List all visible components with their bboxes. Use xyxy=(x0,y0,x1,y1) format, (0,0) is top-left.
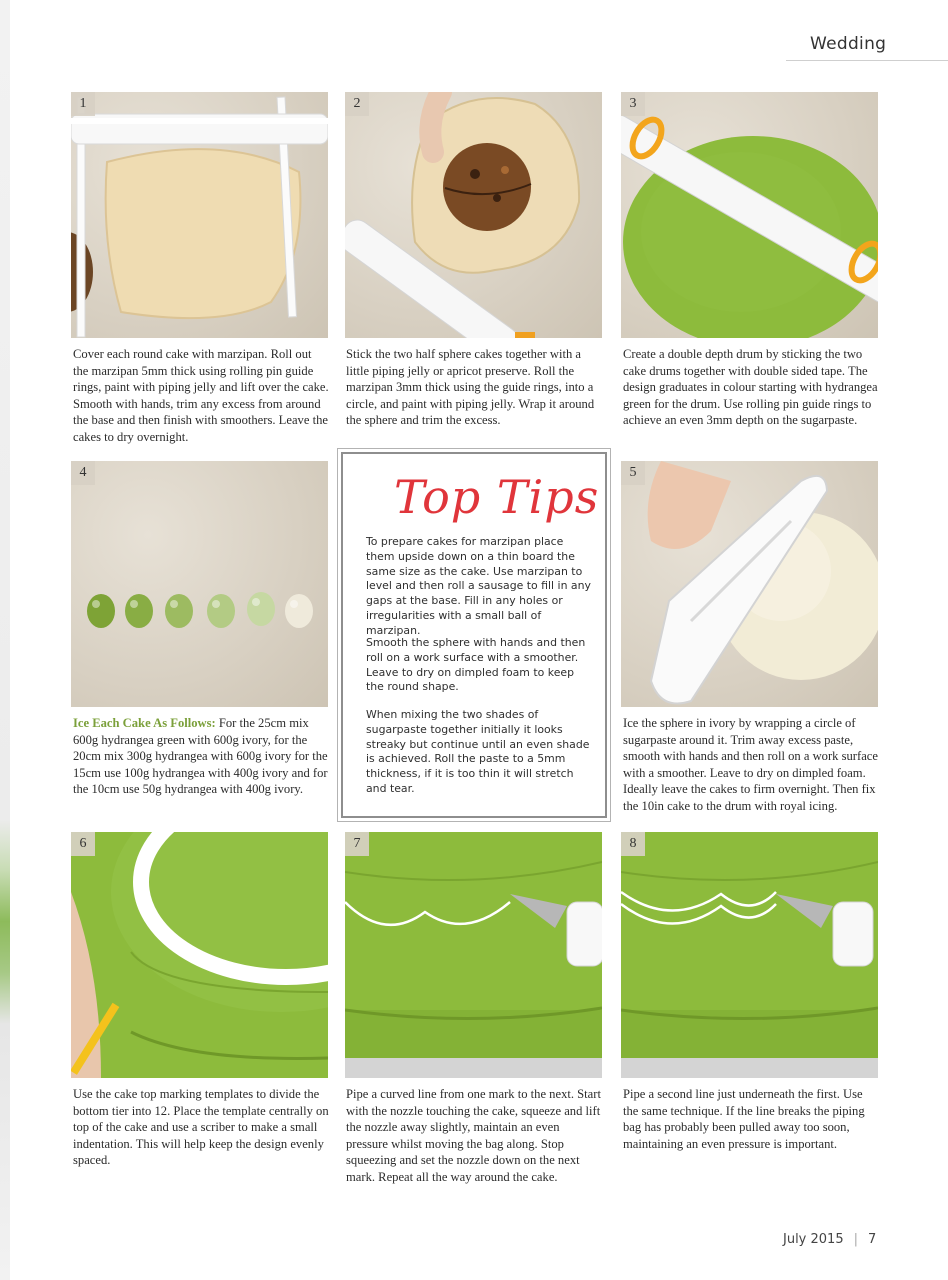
step-7-photo xyxy=(345,832,602,1078)
step-4-caption-body: For the 25cm mix 600g hydrangea green with 600g ivory, for the 20cm mix 300g hydrangea with 600g ivory for the 15cm use 100g hydrangea with 400g ivory and for the 10cm use 50g hydrangea with 400g ivory. xyxy=(73,716,328,797)
piping-curve-illustration xyxy=(345,832,602,1078)
step-1-caption: Cover each round cake with marzipan. Roll out the marzipan 5mm thick using rolling pin guide rings, paint with piping jelly and lift over the cake. Smooth with hands, trim any excess from around the base and then finish with smoothers. Leave the cakes to dry overnight. xyxy=(73,347,329,444)
page-edge-strip xyxy=(0,0,10,1280)
step-6-number: 6 xyxy=(71,832,95,856)
step-3-photo xyxy=(621,92,878,338)
step-4-photo xyxy=(71,461,328,707)
page-number: 7 xyxy=(868,1232,877,1247)
footer-date: July 2015 xyxy=(783,1232,844,1247)
step-5-number: 5 xyxy=(621,461,645,485)
step-8-number: 8 xyxy=(621,832,645,856)
step-1-number: 1 xyxy=(71,92,95,116)
step-2-caption: Stick the two half sphere cakes together with a little piping jelly or apricot preserve. Roll the marzipan 3mm thick using the guide rings, into a circle, and paint with piping jelly. Wrap it around the sphere and trim the excess. xyxy=(346,347,595,428)
cake-template-illustration xyxy=(71,832,328,1078)
step-7-caption: Pipe a curved line from one mark to the next. Start with the nozzle touching the cake, squeeze and lift the nozzle away slightly, maintain an even pressure whilst moving the bag along. Stop squeezing and set the nozzle down on the next mark. Repeat all the way around the cake. xyxy=(346,1087,601,1184)
step-4-number: 4 xyxy=(71,461,95,485)
step-3-number: 3 xyxy=(621,92,645,116)
footer-separator: | xyxy=(853,1232,858,1247)
piping-double-line-illustration xyxy=(621,832,878,1078)
step-1-photo xyxy=(71,92,328,338)
sphere-wrap-illustration xyxy=(345,92,602,338)
step-8-caption: Pipe a second line just underneath the first. Use the same technique. If the line breaks the piping bag has probably been pulled away too soon, maintaining an even pressure is important. xyxy=(623,1087,865,1151)
step-4-caption xyxy=(73,715,329,798)
section-title: Wedding xyxy=(810,34,887,54)
step-2-photo xyxy=(345,92,602,338)
step-5-caption: Ice the sphere in ivory by wrapping a circle of sugarpaste around it. Trim away excess paste, smooth with hands and then roll on a work surface with a smoother. Leave to dry on dimpled foam. Ideally leave the cakes to firm overnight. Then fix the 10in cake to the drum with royal icing. xyxy=(623,716,878,813)
top-tips-title: Top Tips xyxy=(394,470,600,524)
green-sugarpaste-illustration xyxy=(621,92,878,338)
top-tips-paragraph-3: When mixing the two shades of sugarpaste together initially it looks streaky but continue until an even shade is achieved. Roll the paste to a 5mm thickness, if it is too thin it will stretch and tear. xyxy=(366,708,590,795)
step-5-photo xyxy=(621,461,878,707)
ivory-sphere-illustration xyxy=(621,461,878,707)
step-2-number: 2 xyxy=(345,92,369,116)
step-4-caption-lead: Ice Each Cake As Follows: xyxy=(73,716,216,730)
top-tips-paragraph-1: To prepare cakes for marzipan place them upside down on a thin board the same size as the cake. Use marzipan to level and then roll a sausage to fill in any gaps at the base. Fill in any holes or irregularities with a small ball of marzipan. xyxy=(366,535,591,637)
step-6-photo xyxy=(71,832,328,1078)
step-6-caption: Use the cake top marking templates to divide the bottom tier into 12. Place the template centrally on top of the cake and use a scriber to make a small indentation. This will help keep the design evenly spaced. xyxy=(73,1087,329,1168)
step-8-photo xyxy=(621,832,878,1078)
colour-balls-illustration xyxy=(71,461,328,707)
step-3-caption: Create a double depth drum by sticking the two cake drums together with double sided tape. The design graduates in colour starting with hydrangea green for the drum. Use rolling pin guide rings to achieve an even 3mm depth on the sugarpaste. xyxy=(623,347,878,428)
top-tips-paragraph-2: Smooth the sphere with hands and then roll on a work surface with a smoother. Leave to dry on dimpled foam to keep the round shape. xyxy=(366,636,586,694)
marzipan-rolling-illustration xyxy=(71,92,328,338)
step-7-number: 7 xyxy=(345,832,369,856)
page-footer xyxy=(783,1232,876,1247)
section-rule xyxy=(786,60,948,61)
